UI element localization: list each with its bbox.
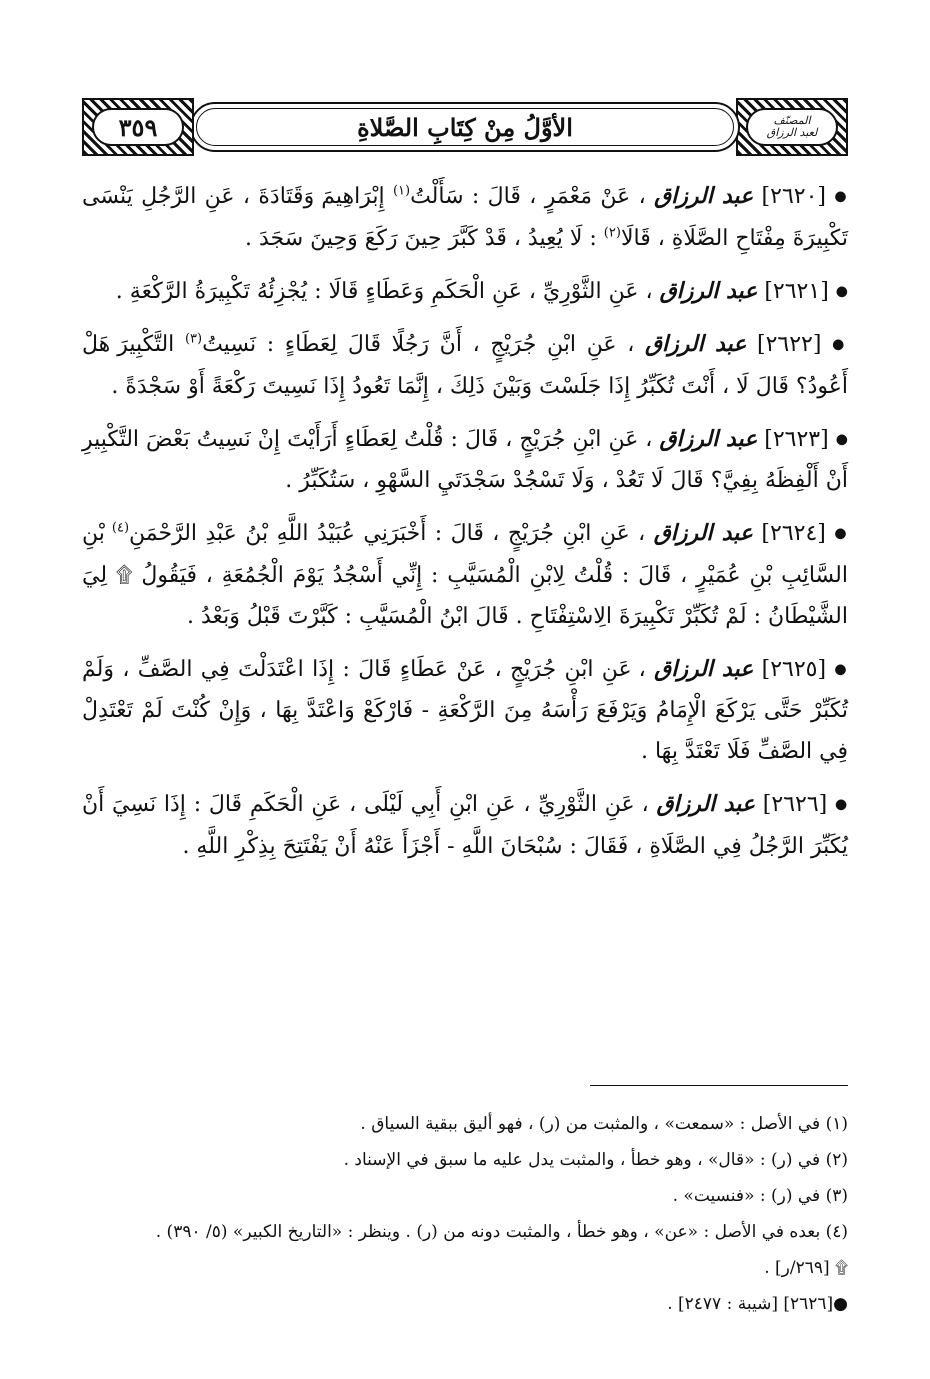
page-number: ٣٥٩ (118, 112, 158, 142)
footnotes (82, 1106, 848, 1322)
hadith-entry-2622 (82, 324, 848, 407)
bullet-icon: ● (835, 796, 849, 813)
hadith-entry-2626 (82, 784, 848, 867)
entry-number: [٢٦٢٥] (761, 656, 827, 682)
source-name: عبد الرزاق (653, 520, 753, 546)
entry-number: [٢٦٢٦] (762, 792, 828, 817)
source-name: عبد الرزاق (659, 425, 758, 452)
footnote-3: (٣) في (ر) : «فنسيت» . (672, 1186, 848, 1206)
page-number-frame (92, 108, 184, 146)
bullet-icon: ● (832, 336, 848, 353)
entry-number: [٢٦٢٢] (757, 332, 822, 357)
bullet-icon: ● (834, 188, 848, 205)
footnote-1: (١) في الأصل : «سمعت» ، والمثبت من (ر) ، فهو أليق ببقية السياق . (360, 1114, 848, 1134)
entry-text: ، عَنِ الثَّوْرِيِّ ، عَنِ ابْنِ أَبِي لَيْلَى ، عَنِ الْحَكَمِ قَالَ : إِذَا نَسِيَ أَنْ يُكَبِّرَ الرَّجُلُ فِي الصَّلَاةِ ، فَقَالَ : سُبْحَانَ اللَّهِ - أَجْزَأَ عَنْهُ أَنْ يَفْتَتِحَ بِذِكْرِ اللَّهِ . (82, 792, 848, 859)
entry-text: بْنِ السَّائِبِ بْنِ عُمَيْرٍ ، قَالَ : قُلْتُ لِابْنِ الْمُسَيَّبِ : إِنِّي أَسْجُدُ يَوْمَ الْجُمُعَةِ ، فَيَقُولُ ۩ لِيَ الشَّيْطَانُ : لَمْ تُكَبِّرْ تَكْبِيرَةَ الِاسْتِفْتَاحِ . قَالَ ابْنُ الْمُسَيَّبِ : كَبَّرْتَ قَبْلُ وَبَعْدُ . (82, 521, 848, 629)
entry-number: [٢٦٢٠] (761, 184, 826, 209)
entry-text: ، عَنْ مَعْمَرٍ ، قَالَ : سَأَلْتُ (410, 184, 646, 209)
hadith-entry-2623 (82, 419, 848, 502)
bullet-icon: ● (835, 283, 848, 299)
cross-reference: ●[٢٦٢٦] [شيبة : ٢٤٧٧] . (667, 1294, 848, 1314)
hadith-entry-2621 (82, 271, 848, 313)
book-logo (767, 115, 818, 139)
hadith-entry-2624 (82, 513, 848, 637)
bullet-icon: ● (834, 525, 849, 542)
entry-text: ، عَنِ ابْنِ جُرَيْجٍ ، عَنْ عَطَاءٍ قَالَ : إِذَا اعْتَدَلْتَ فِي الصَّفِّ ، وَلَمْ تُكَبِّرْ حَتَّى يَرْكَعَ الْإِمَامُ وَيَرْفَعَ رَأْسَهُ مِنَ الرَّكْعَةِ - فَارْكَعْ وَاعْتَدَّ بِهَا ، وَإِنْ كُنْتَ لَمْ تَعْتَدِلْ فِي الصَّفِّ فَلَا تَعْتَدَّ بِهَا . (82, 656, 848, 764)
entry-number: [٢٦٢٤] (761, 521, 826, 546)
source-name: عبد الرزاق (644, 331, 747, 357)
main-text (82, 176, 848, 879)
header-ornament-logo (736, 98, 848, 156)
footnote-4: (٤) بعده في الأصل : «عن» ، وهو خطأ ، والمثبت دونه من (ر) . وينظر : «التاريخ الكبير» (٥/ ٣٩٠) . (155, 1222, 848, 1242)
bullet-icon: ● (834, 661, 848, 677)
hadith-entry-2625 (82, 649, 848, 773)
footnote-ref[interactable]: (٣) (184, 331, 203, 347)
hadith-entry-2620 (82, 176, 848, 259)
logo-frame (746, 108, 838, 146)
entry-text: ، عَنِ ابْنِ جُرَيْجٍ ، قَالَ : قُلْتُ لِعَطَاءٍ أَرَأَيْتَ إِنْ نَسِيتُ بَعْضَ التَّكْبِيرِ أَنْ أَلْفِظَهُ بِفِيَّ؟ قَالَ لَا تَعُدْ ، وَلَا تَسْجُدْ سَجْدَتَيِ السَّهْوِ ، سَتُكَبِّرُ . (82, 426, 848, 493)
footnote-divider (590, 1085, 848, 1086)
logo-line-2: لعبد الرزاق (766, 126, 818, 139)
entry-text: : لَا يُعِيدُ ، قَدْ كَبَّرَ حِينَ رَكَعَ وَحِينَ سَجَدَ . (244, 225, 597, 251)
footnote-ref[interactable]: (١) (392, 183, 411, 199)
bullet-icon: ● (835, 431, 848, 447)
entry-text: ، عَنِ الثَّوْرِيِّ ، عَنِ الْحَكَمِ وَعَطَاءٍ قَالَا : يُجْزِئُهُ تَكْبِيرَةُ الرَّكْعَةِ . (115, 278, 653, 304)
title-band (190, 102, 740, 152)
running-title: الأوَّلُ مِنْ كِتَابِ الصَّلاةِ (357, 112, 573, 142)
footnote-ref[interactable]: (٤) (111, 520, 130, 536)
source-name: عبد الرزاق (656, 791, 755, 817)
page-header (82, 98, 848, 156)
source-name: عبد الرزاق (659, 277, 758, 304)
header-ornament-page (82, 98, 194, 156)
entry-text: ، عَنِ ابْنِ جُرَيْجٍ ، قَالَ : أَخْبَرَنِي عُبَيْدُ اللَّهِ بْنُ عَبْدِ الرَّحْمَنِ (129, 521, 646, 546)
entry-text: إِبْرَاهِيمَ وَقَتَادَةَ ، عَنِ الرَّجُلِ يَنْسَى تَكْبِيرَةَ مِفْتَاحِ الصَّلَاةِ ، قَالَا (82, 184, 848, 251)
entry-number: [٢٦٢١] (764, 278, 829, 304)
source-name: عبد الرزاق (654, 655, 754, 682)
logo-line-1: المصنّف (773, 114, 811, 127)
source-name: عبد الرزاق (654, 183, 754, 209)
manuscript-folio-marker: ۩ [٢٦٩/ر] . (764, 1258, 848, 1278)
footnote-2: (٢) في (ر) : «قال» ، وهو خطأ ، والمثبت يدل عليه ما سبق في الإسناد . (343, 1150, 848, 1170)
entry-number: [٢٦٢٣] (764, 426, 829, 452)
entry-text: التَّكْبِيرَ هَلْ أَعُودُ؟ قَالَ لَا ، أَنْتَ تُكَبِّرُ إِذَا جَلَسْتَ وَبَيْنَ ذَلِكَ ، إِنَّمَا تَعُودُ إِذَا نَسِيتَ رَكْعَةً أَوْ سَجْدَةً . (82, 332, 848, 399)
entry-text: ، عَنِ ابْنِ جُرَيْجٍ ، أَنَّ رَجُلًا قَالَ لِعَطَاءٍ : نَسِيتُ (202, 332, 635, 357)
footnote-ref[interactable]: (٢) (603, 225, 621, 241)
